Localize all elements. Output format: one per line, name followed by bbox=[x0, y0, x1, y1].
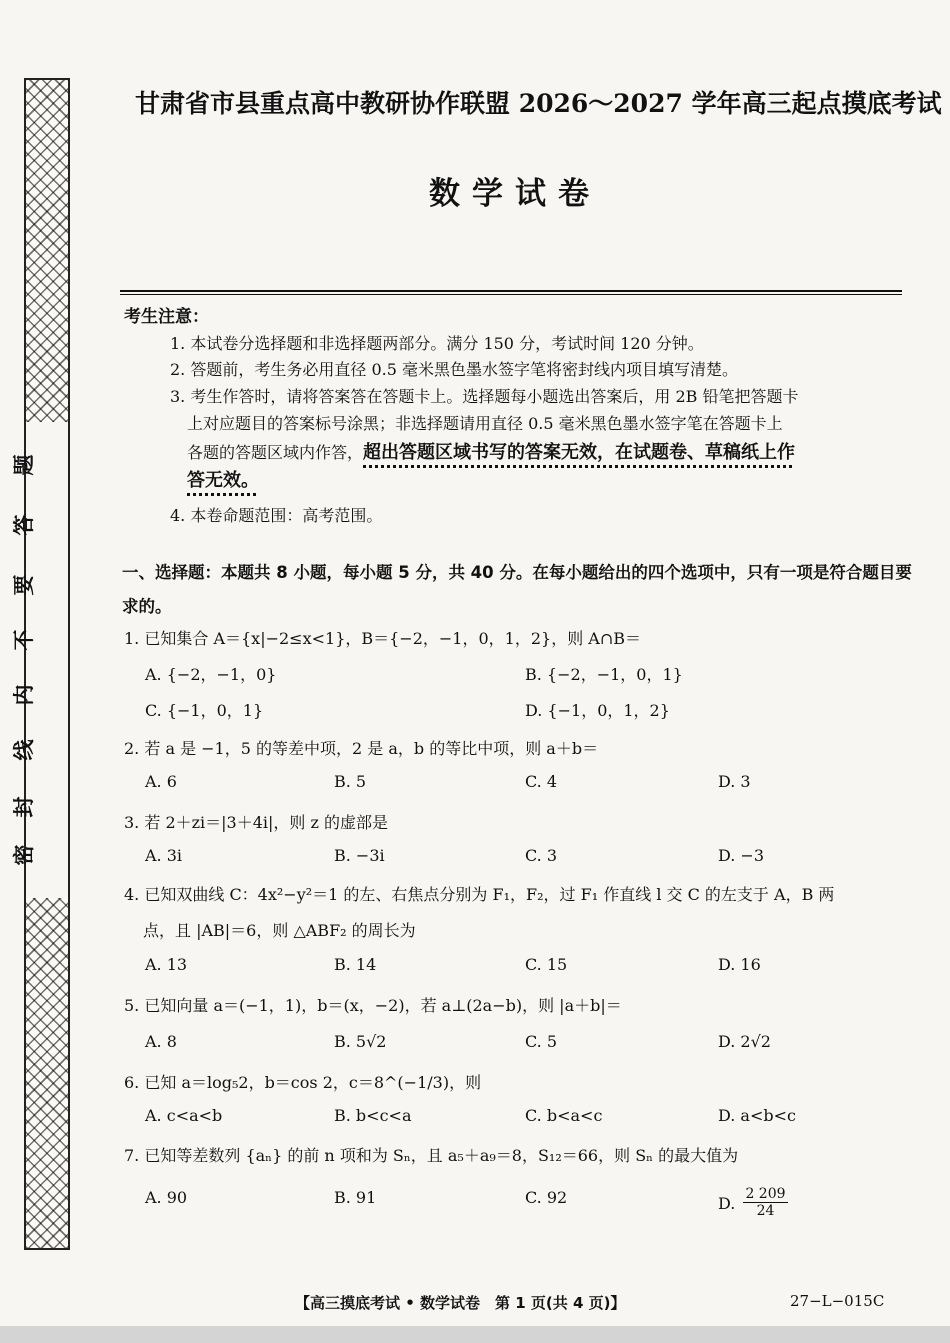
question-stem: 1. 已知集合 A＝{x|−2≤x<1}，B＝{−2，−1，0，1，2}，则 A∩B＝ bbox=[124, 629, 642, 648]
scan-edge bbox=[0, 1326, 950, 1343]
option-a: A. 90 bbox=[145, 1188, 188, 1207]
option-d: D. −3 bbox=[718, 846, 765, 865]
option-d: D. a<b<c bbox=[718, 1106, 796, 1125]
option-d: D. 2√2 bbox=[718, 1032, 771, 1051]
question-stem: 点，且 |AB|＝6，则 △ABF₂ 的周长为 bbox=[143, 921, 416, 940]
seal-char: 题 bbox=[12, 454, 36, 476]
seal-char: 封 bbox=[12, 796, 36, 818]
option-d: D. 16 bbox=[718, 955, 761, 974]
option-a: A. 8 bbox=[145, 1032, 177, 1051]
option-b: B. 5 bbox=[334, 772, 367, 791]
seal-char: 密 bbox=[12, 844, 36, 866]
question-stem: 7. 已知等差数列 {aₙ} 的前 n 项和为 Sₙ，且 a₅＋a₉＝8，S₁₂＝66，则 Sₙ 的最大值为 bbox=[124, 1146, 739, 1165]
option-b: B. 91 bbox=[334, 1188, 377, 1207]
option-b: B. 14 bbox=[334, 955, 377, 974]
question-stem: 3. 若 2＋zi＝|3＋4i|，则 z 的虚部是 bbox=[124, 813, 389, 832]
question-stem: 4. 已知双曲线 C：4x²−y²＝1 的左、右焦点分别为 F₁，F₂，过 F₁ 作直线 l 交 C 的左支于 A，B 两 bbox=[124, 885, 835, 904]
question-stem: 5. 已知向量 a＝(−1，1)，b＝(x，−2)，若 a⊥(2a−b)，则 |a＋b|＝ bbox=[124, 996, 622, 1015]
seal-char: 线 bbox=[12, 739, 36, 761]
option-a: A. c<a<b bbox=[145, 1106, 223, 1125]
option-d bbox=[718, 1188, 788, 1221]
divider bbox=[120, 290, 902, 292]
option-a: A. 6 bbox=[145, 772, 177, 791]
subject-title: 数学试卷 bbox=[429, 176, 601, 212]
page-footer: 【高三摸底考试 • 数学试卷 第 1 页(共 4 页)】 bbox=[295, 1294, 626, 1312]
paper-code: 27−L−015C bbox=[790, 1292, 885, 1310]
option-c: C. 15 bbox=[525, 955, 568, 974]
notice-text: 各题的答题区域内作答， bbox=[187, 443, 364, 462]
notice-item: 2. 答题前，考生务必用直径 0.5 毫米黑色墨水签字笔将密封线内项目填写清楚。 bbox=[170, 360, 738, 379]
question-stem: 6. 已知 a＝log₅2，b＝cos 2，c＝8^(−1/3)，则 bbox=[124, 1073, 482, 1092]
notice-item bbox=[187, 466, 259, 492]
notice-emphasis: 超出答题区域书写的答案无效，在试题卷、草稿纸上作 bbox=[363, 442, 796, 463]
notice-item: 3. 考生作答时，请将答案答在答题卡上。选择题每小题选出答案后，用 2B 铅笔把答题卡 bbox=[170, 387, 799, 406]
option-a: A. 13 bbox=[145, 955, 188, 974]
notice-item: 4. 本卷命题范围：高考范围。 bbox=[170, 506, 383, 525]
option-a: A. {−2，−1，0} bbox=[145, 665, 277, 684]
option-d: D. {−1，0，1，2} bbox=[525, 701, 670, 720]
notice-item: 1. 本试卷分选择题和非选择题两部分。满分 150 分，考试时间 120 分钟。 bbox=[170, 334, 704, 353]
seal-char: 不 bbox=[12, 629, 36, 651]
option-c: C. {−1，0，1} bbox=[145, 701, 264, 720]
option-d-prefix: D. bbox=[718, 1194, 736, 1213]
exam-title: 甘肃省市县重点高中教研协作联盟 2026～2027 学年高三起点摸底考试 bbox=[135, 89, 942, 118]
seal-char: 要 bbox=[12, 574, 36, 596]
notice-item bbox=[187, 438, 795, 464]
option-d: D. 3 bbox=[718, 772, 751, 791]
fraction-denominator: 24 bbox=[756, 1203, 775, 1219]
divider bbox=[120, 294, 902, 295]
seal-char: 内 bbox=[12, 684, 36, 706]
notice-emphasis: 答无效。 bbox=[187, 470, 259, 491]
option-c: C. 5 bbox=[525, 1032, 558, 1051]
option-b: B. 5√2 bbox=[334, 1032, 387, 1051]
option-b: B. b<c<a bbox=[334, 1106, 412, 1125]
option-c: C. 92 bbox=[525, 1188, 568, 1207]
seal-char: 答 bbox=[12, 514, 36, 536]
option-b: B. {−2，−1，0，1} bbox=[525, 665, 683, 684]
option-c: C. 3 bbox=[525, 846, 558, 865]
option-b: B. −3i bbox=[334, 846, 385, 865]
section-heading: 一、选择题：本题共 8 小题，每小题 5 分，共 40 分。在每小题给出的四个选项中，只有一项是符合题目要求的。 bbox=[122, 563, 912, 616]
option-c: C. b<a<c bbox=[525, 1106, 603, 1125]
option-c: C. 4 bbox=[525, 772, 558, 791]
fraction bbox=[743, 1186, 787, 1219]
fraction-numerator: 2 209 bbox=[745, 1186, 786, 1202]
notice-heading: 考生注意： bbox=[124, 307, 209, 327]
question-stem: 2. 若 a 是 −1，5 的等差中项，2 是 a，b 的等比中项，则 a＋b＝ bbox=[124, 739, 599, 758]
option-a: A. 3i bbox=[145, 846, 183, 865]
notice-item: 上对应题目的答案标号涂黑；非选择题请用直径 0.5 毫米黑色墨水签字笔在答题卡上 bbox=[187, 414, 783, 433]
